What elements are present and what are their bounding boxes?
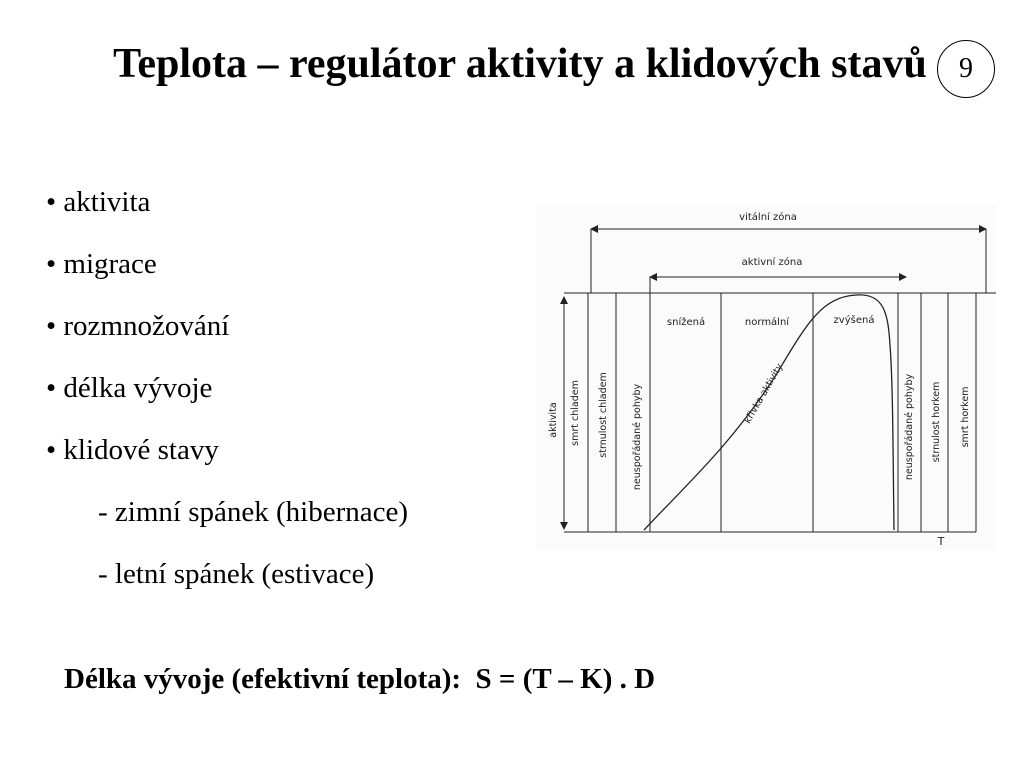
sub-bullet-item: - zimní spánek (hibernace) [98,496,408,528]
vertical-label-cold-death: smrt chladem [570,380,581,446]
bullet-item: • klidové stavy [46,434,219,466]
column-label-reduced: snížená [666,317,706,328]
vertical-label-heat-death: smrt horkem [960,386,971,448]
vital-zone-label: vitální zóna [739,212,797,223]
bullet-list [46,186,408,620]
active-zone-label: aktivní zóna [741,257,803,268]
vertical-label-cold-torpor: strnulost chladem [598,372,609,458]
page-number-badge: 9 [937,40,995,98]
column-label-normal: normální [744,317,790,328]
curve-label: křivka aktivity [742,361,786,426]
slide-title: Teplota – regulátor aktivity a klidových stavů [113,41,927,87]
vertical-label-disordered-cold: neuspořádané pohyby [632,383,643,491]
bullet-item: • rozmnožování [46,310,230,342]
bullet-item: • aktivita [46,186,151,218]
development-formula: Délka vývoje (efektivní teplota): S = (T – K) . D [64,663,656,695]
activity-zone-diagram [536,205,996,550]
bullet-item: • migrace [46,248,157,280]
vertical-label-heat-torpor: strnulost horkem [931,381,942,463]
vertical-label-disordered-heat: neuspořádané pohyby [904,373,915,481]
axis-label-t: T [937,535,945,548]
activity-zone-svg [536,205,996,550]
sub-bullet-item: - letní spánek (estivace) [98,558,375,590]
bullet-item: • délka vývoje [46,372,213,404]
column-label-increased: zvýšená [833,315,875,326]
vertical-label-activity: aktivita [548,402,559,438]
